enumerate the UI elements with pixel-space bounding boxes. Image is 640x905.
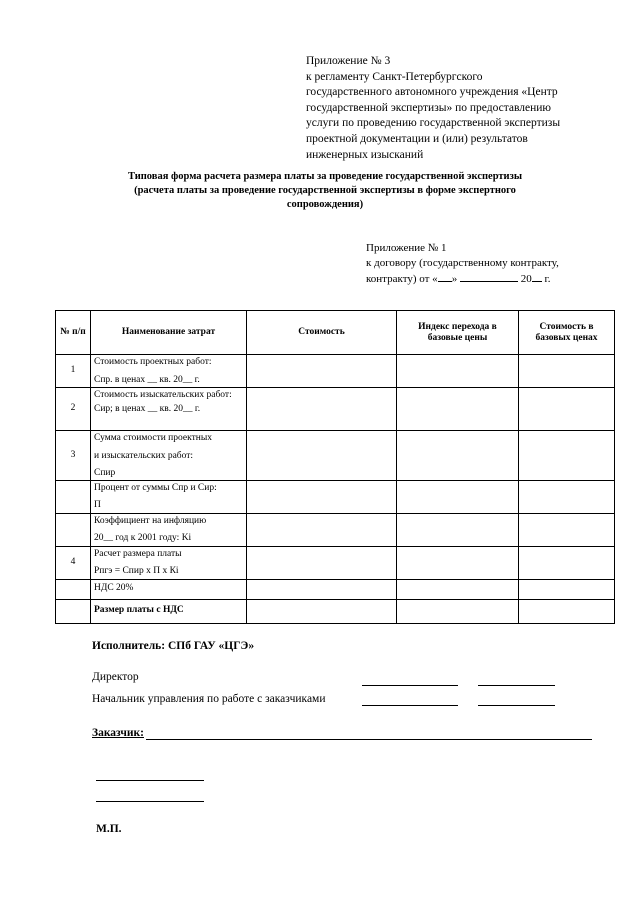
appendix-line: государственной экспертизы» по предоставлению bbox=[306, 101, 552, 114]
day-blank[interactable] bbox=[438, 270, 452, 282]
cost-cell[interactable] bbox=[247, 480, 397, 513]
contract-date-line bbox=[366, 270, 606, 287]
appendix-line: проектной документации и (или) результатов bbox=[306, 132, 528, 145]
row-text: П bbox=[94, 500, 101, 510]
row-text: Расчет размера платы bbox=[94, 548, 182, 559]
row-text: Рпгэ = Спир х П х Кi bbox=[94, 566, 179, 576]
form-title bbox=[90, 170, 560, 212]
row-num: 2 bbox=[56, 388, 91, 431]
appendix-line: услуги по проведению государственной экспертизы bbox=[306, 117, 561, 130]
base-cost-cell[interactable] bbox=[519, 480, 615, 513]
month-blank[interactable] bbox=[460, 270, 518, 282]
index-cell[interactable] bbox=[397, 355, 519, 388]
customer-label: Заказчик: bbox=[92, 727, 144, 739]
cost-cell[interactable] bbox=[247, 513, 397, 546]
row-num: 1 bbox=[56, 355, 91, 388]
director-label: Директор bbox=[92, 671, 139, 683]
table-header-row bbox=[56, 311, 615, 355]
row-name bbox=[91, 355, 247, 388]
table-total-row bbox=[56, 599, 615, 623]
title-line: (расчета платы за проведение государственной экспертизы в форме экспертного bbox=[134, 185, 516, 196]
cost-table bbox=[55, 310, 615, 624]
contract-line: г. bbox=[541, 273, 551, 285]
index-cell[interactable] bbox=[397, 388, 519, 431]
director-name-line[interactable] bbox=[478, 685, 555, 686]
customer-line[interactable] bbox=[146, 739, 592, 740]
appendix-line: инженерных изысканий bbox=[306, 148, 424, 161]
row-num bbox=[56, 599, 91, 623]
index-cell[interactable] bbox=[397, 480, 519, 513]
row-num bbox=[56, 513, 91, 546]
row-text: Коэффициент на инфляцию bbox=[94, 515, 207, 526]
row-text: Стоимость изыскательских работ: bbox=[94, 390, 232, 400]
index-cell[interactable] bbox=[397, 431, 519, 481]
table-row bbox=[56, 388, 615, 431]
table-row bbox=[56, 513, 615, 546]
cost-cell[interactable] bbox=[247, 355, 397, 388]
base-cost-cell[interactable] bbox=[519, 431, 615, 481]
index-cell[interactable] bbox=[397, 513, 519, 546]
title-line: сопровождения) bbox=[286, 199, 364, 210]
base-cost-cell[interactable] bbox=[519, 513, 615, 546]
customer-name-line[interactable] bbox=[96, 801, 204, 802]
executor-label: Исполнитель: СПб ГАУ «ЦГЭ» bbox=[92, 640, 255, 652]
row-text: Процент от суммы Спр и Сир: bbox=[94, 482, 217, 493]
header-index: Индекс перехода в базовые цены bbox=[397, 311, 519, 355]
contract-reference bbox=[366, 241, 606, 287]
row-text: 20__ год к 2001 году: Ki bbox=[94, 533, 192, 543]
base-cost-cell[interactable] bbox=[519, 388, 615, 431]
row-name bbox=[91, 513, 247, 546]
header-num: № п/п bbox=[56, 311, 91, 355]
cost-cell[interactable] bbox=[247, 599, 397, 623]
row-name bbox=[91, 388, 247, 431]
row-num bbox=[56, 579, 91, 599]
contract-line: Приложение № 1 bbox=[366, 242, 447, 254]
table-row bbox=[56, 355, 615, 388]
appendix-line: Приложение № 3 bbox=[306, 55, 391, 67]
table-row bbox=[56, 579, 615, 599]
header-base-cost: Стоимость в базовых ценах bbox=[519, 311, 615, 355]
base-cost-cell[interactable] bbox=[519, 599, 615, 623]
contract-line: контракту) от « bbox=[366, 273, 438, 285]
cost-cell[interactable] bbox=[247, 546, 397, 579]
row-text: и изыскательских работ: bbox=[94, 450, 194, 461]
row-name: НДС 20% bbox=[91, 579, 247, 599]
cost-cell[interactable] bbox=[247, 579, 397, 599]
row-text: Стоимость проектных работ: bbox=[94, 357, 212, 367]
table-row bbox=[56, 431, 615, 481]
header-cost: Стоимость bbox=[247, 311, 397, 355]
row-num: 3 bbox=[56, 431, 91, 481]
index-cell[interactable] bbox=[397, 579, 519, 599]
appendix-header bbox=[306, 54, 606, 163]
row-num bbox=[56, 480, 91, 513]
customer-signature-line[interactable] bbox=[96, 780, 204, 781]
row-name bbox=[91, 431, 247, 481]
stamp-label: М.П. bbox=[96, 823, 122, 835]
cost-cell[interactable] bbox=[247, 388, 397, 431]
index-cell[interactable] bbox=[397, 546, 519, 579]
contract-line: к договору (государственному контракту, bbox=[366, 256, 559, 269]
base-cost-cell[interactable] bbox=[519, 546, 615, 579]
base-cost-cell[interactable] bbox=[519, 355, 615, 388]
director-signature-line[interactable] bbox=[362, 685, 458, 686]
row-text: Сир; в ценах __ кв. 20__ г. bbox=[94, 403, 201, 414]
row-text: Сумма стоимости проектных bbox=[94, 433, 212, 443]
head-signature-line[interactable] bbox=[362, 705, 458, 706]
table-row bbox=[56, 546, 615, 579]
index-cell[interactable] bbox=[397, 599, 519, 623]
row-text: Спр. в ценах __ кв. 20__ г. bbox=[94, 374, 200, 385]
table-row bbox=[56, 480, 615, 513]
row-name bbox=[91, 546, 247, 579]
title-line: Типовая форма расчета размера платы за проведение государственной экспертизы bbox=[127, 171, 523, 182]
row-name bbox=[91, 480, 247, 513]
cost-cell[interactable] bbox=[247, 431, 397, 481]
base-cost-cell[interactable] bbox=[519, 579, 615, 599]
header-name: Наименование затрат bbox=[91, 311, 247, 355]
head-name-line[interactable] bbox=[478, 705, 555, 706]
row-text: Спир bbox=[94, 468, 116, 478]
appendix-line: государственного автономного учреждения «Центр bbox=[306, 86, 558, 99]
head-label: Начальник управления по работе с заказчиками bbox=[92, 693, 326, 705]
contract-line: 20 bbox=[517, 273, 532, 285]
contract-line: » bbox=[451, 273, 458, 285]
appendix-line: к регламенту Санкт-Петербургского bbox=[306, 70, 483, 83]
row-name: Размер платы с НДС bbox=[91, 599, 247, 623]
year-blank[interactable] bbox=[532, 270, 542, 282]
row-num: 4 bbox=[56, 546, 91, 579]
